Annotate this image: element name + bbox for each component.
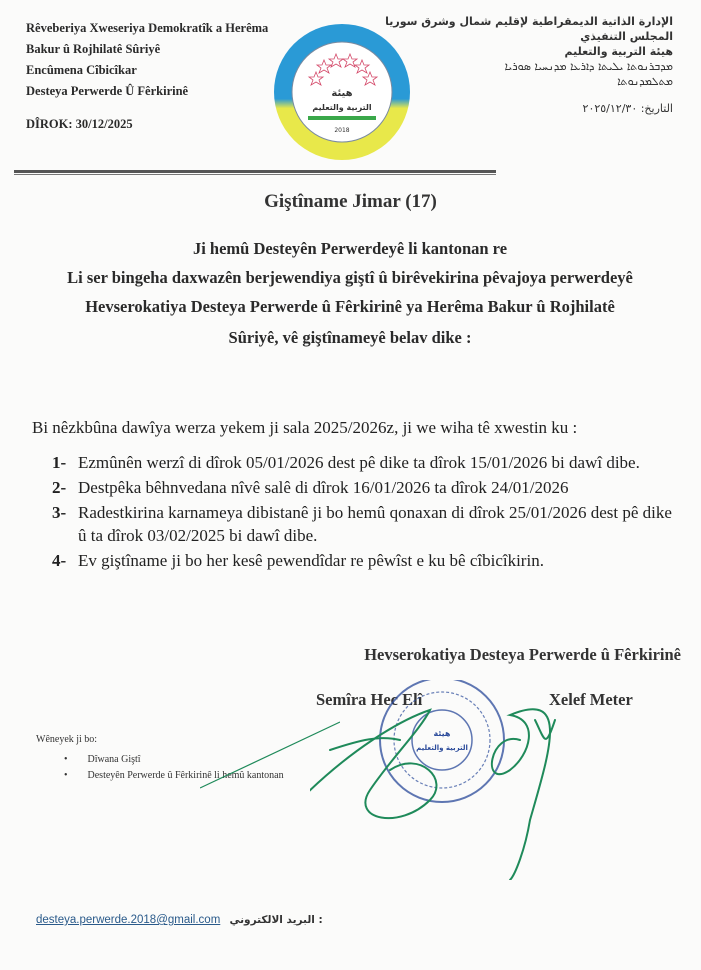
department-name-syriac: ܡܬܠܡܕܢܘܬܐ bbox=[617, 75, 673, 88]
list-item bbox=[52, 501, 682, 547]
org-name-syriac: ܡܕܒܪܢܘܬܐ ܝܠܝܬܐ ܕܐܪܥܐ ܡܕܢܚܝܐ ܣܘܪܝܐ bbox=[504, 60, 673, 73]
signature-1-stroke bbox=[330, 738, 400, 750]
issuer-line-cont: Sûriyê, vê giştînameyê belav dike : bbox=[228, 328, 472, 347]
logo-text-1: هيئة bbox=[331, 88, 353, 99]
council-name-arabic: المجلس التنفيذي bbox=[580, 30, 673, 43]
document-date: DÎROK: 30/12/2025 bbox=[26, 117, 133, 131]
addressee-block bbox=[40, 236, 660, 354]
list-item-text: Radestkirina karnameya dibistanê ji bo hemû qonaxan di dîrok 25/01/2026 dest pê dike û ta dîrok 03/02/2025 bi dawî dibe. bbox=[78, 503, 672, 545]
issuer-line: Hevserokatiya Desteya Perwerde û Fêrkirinê ya Herêma Bakur û Rojhilatê bbox=[85, 297, 615, 316]
list-item-number: 4- bbox=[52, 551, 67, 570]
stamp-text-1: هيئة bbox=[433, 729, 451, 738]
signature-2 bbox=[492, 709, 550, 880]
list-item-text: Ezmûnên werzî di dîrok 05/01/2026 dest pê dike ta dîrok 15/01/2026 bi dawî dibe. bbox=[78, 453, 640, 472]
header-divider-thin bbox=[14, 174, 496, 175]
department-name: Desteya Perwerde Û Fêrkirinê bbox=[26, 84, 189, 98]
stamp-text-2: التربية والتعليم bbox=[416, 744, 468, 752]
email-link[interactable]: desteya.perwerde.2018@gmail.com bbox=[36, 914, 221, 926]
handwritten-signatures bbox=[310, 709, 555, 880]
logo-text-2: التربية والتعليم bbox=[312, 103, 372, 112]
org-name-arabic: الإدارة الذاتية الديمقراطية لإقليم شمال وشرق سوريا bbox=[385, 15, 673, 28]
logo-stripe bbox=[308, 116, 376, 120]
list-item-number: 1- bbox=[52, 453, 67, 472]
document-date-arabic: التاريخ: ٢٠٢٥/١٢/٣٠ bbox=[582, 102, 673, 115]
document-title: Giştîname Jimar (17) bbox=[264, 191, 437, 212]
signature-title: Hevserokatiya Desteya Perwerde û Fêrkirinê bbox=[364, 645, 681, 664]
list-item-number: 2- bbox=[52, 478, 67, 497]
header-divider bbox=[14, 170, 496, 173]
directive-list bbox=[52, 451, 682, 574]
cc-label: Wêneyek ji bo: bbox=[36, 734, 98, 745]
department-name-arabic: هيئة التربية والتعليم bbox=[564, 45, 673, 58]
council-name: Encûmena Cîbicîkar bbox=[26, 63, 137, 77]
list-item bbox=[52, 549, 682, 572]
list-item-text: Ev giştîname ji bo her kesê pewendîdar re pêwîst e ku bê cîbicîkirin. bbox=[78, 551, 544, 570]
logo-year: 2018 bbox=[334, 127, 350, 134]
org-name-line1: Rêveberiya Xweseriya Demokratîk a Herêma bbox=[26, 21, 269, 35]
stamp-and-signatures bbox=[310, 680, 560, 880]
header-left bbox=[26, 18, 268, 135]
org-name-line2: Bakur û Rojhilatê Sûriyê bbox=[26, 42, 161, 56]
signature-2-stroke bbox=[535, 720, 555, 739]
footer bbox=[36, 914, 323, 926]
list-item-text: Destpêka bêhnvedana nîvê salê di dîrok 16/01/2026 ta dîrok 24/01/2026 bbox=[78, 478, 569, 497]
signatory-1: Semîra Hec Elî bbox=[316, 690, 423, 709]
subject-line: Li ser bingeha daxwazên berjewendiya giştî û birêvekirina pêvajoya perwerdeyê bbox=[67, 268, 633, 287]
list-item bbox=[52, 476, 682, 499]
list-item-number: 3- bbox=[52, 503, 67, 522]
cc-item: • Desteyên Perwerde û Fêrkirinê li hemû kantonan bbox=[64, 768, 284, 784]
signatory-2: Xelef Meter bbox=[549, 690, 633, 709]
email-label: : البريد الالكتروني bbox=[229, 914, 323, 926]
addressee-line: Ji hemû Desteyên Perwerdeyê li kantonan re bbox=[192, 239, 508, 258]
header-right bbox=[385, 14, 673, 116]
list-item bbox=[52, 451, 682, 474]
signature-tail bbox=[200, 720, 340, 790]
cc-item: • Dîwana Giştî bbox=[64, 752, 284, 768]
intro-paragraph: Bi nêzkbûna dawîya werza yekem ji sala 2025/2026z, ji we wiha tê xwestin ku : bbox=[32, 418, 578, 437]
